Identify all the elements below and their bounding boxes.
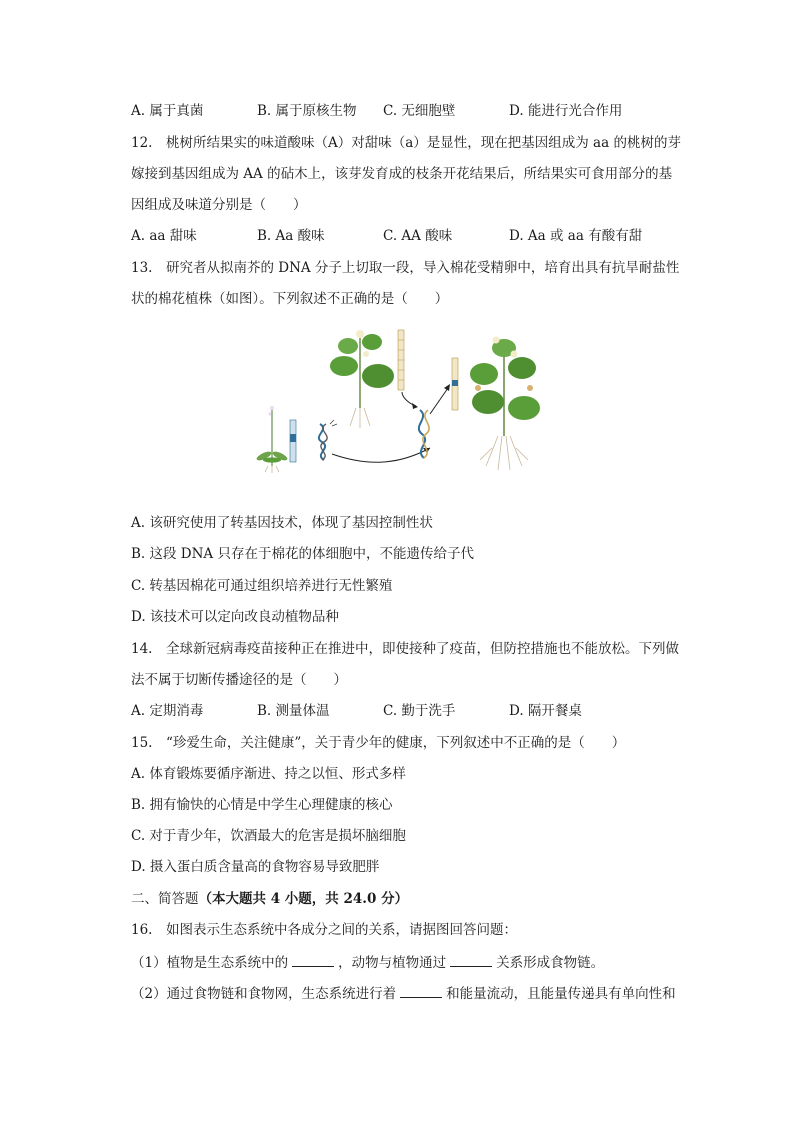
- q15-option-c: C. 对于青少年，饮酒最大的危害是损坏脑细胞: [131, 828, 406, 844]
- q15-option-a: A. 体育锻炼要循序渐进、持之以恒、形式多样: [131, 766, 406, 782]
- q13-option-a: A. 该研究使用了转基因技术，体现了基因控制性状: [131, 515, 433, 531]
- q11-option-a: A. 属于真菌: [131, 103, 204, 119]
- q14-text-line-1: 14. 全球新冠病毒疫苗接种正在推进中，即使接种了疫苗，但防控措施也不能放松。下列做: [131, 641, 679, 657]
- q14-option-d: D. 隔开餐桌: [509, 703, 582, 719]
- q16-subquestion-2: [131, 983, 676, 1004]
- q11-option-b: B. 属于原核生物: [257, 103, 357, 119]
- q11-option-d: D. 能进行光合作用: [509, 103, 623, 119]
- answer-blank[interactable]: [450, 952, 492, 967]
- transfer-arrow-icon: [332, 448, 430, 462]
- q16-sub1-text-c: 关系形成食物链。: [496, 955, 605, 971]
- q15-option-b: B. 拥有愉快的心情是中学生心理健康的核心: [131, 797, 393, 813]
- q14-option-a: A. 定期消毒: [131, 703, 204, 719]
- q12-text-line-3: 因组成及味道分别是（ ）: [131, 197, 307, 213]
- q15-option-d: D. 摄入蛋白质含量高的食物容易导致肥胖: [131, 859, 380, 875]
- q12-option-b: B. Aa 酸味: [257, 228, 325, 244]
- q12-text-line-1: 12. 桃树所结果实的味道酸味（A）对甜味（a）是显性，现在把基因组成为 aa 的桃树的芽: [131, 135, 681, 151]
- q14-text-line-2: 法不属于切断传播途径的是（ ）: [131, 672, 347, 688]
- section-heading-detail: （本大题共 4 小题，共 24.0 分）: [198, 891, 409, 907]
- dna-helix-icon: [319, 420, 337, 460]
- q14-option-c: C. 勤于洗手: [383, 703, 456, 719]
- q11-option-c: C. 无细胞壁: [383, 103, 456, 119]
- q12-text-line-2: 嫁接到基因组成为 AA 的砧木上，该芽发育成的枝条开花结果后，所结果实可食用部分的基: [131, 166, 673, 182]
- q16-sub1-text-b: ，动物与植物通过: [338, 955, 447, 971]
- q13-option-b: B. 这段 DNA 只存在于棉花的体细胞中，不能遗传给子代: [131, 546, 474, 562]
- q13-option-d: D. 该技术可以定向改良动植物品种: [131, 609, 339, 625]
- transgenic-cotton-plant-icon: [470, 337, 540, 471]
- q16-sub2-text-a: （2）通过食物链和食物网，生态系统进行着: [131, 986, 397, 1002]
- transgenic-cotton-figure: [252, 318, 552, 478]
- q14-option-b: B. 测量体温: [257, 703, 330, 719]
- q13-text-line-1: 13. 研究者从拟南芥的 DNA 分子上切取一段，导入棉花受精卵中，培育出具有抗旱耐盐性: [131, 260, 680, 276]
- q15-text-line-1: 15. “珍爱生命，关注健康”，关于青少年的健康，下列叙述中不正确的是（ ）: [131, 735, 626, 751]
- answer-blank[interactable]: [400, 983, 442, 998]
- q12-option-d: D. Aa 或 aa 有酸有甜: [509, 228, 643, 244]
- q16-sub2-text-b: 和能量流动，且能量传递具有单向性和: [446, 986, 676, 1002]
- cotton-seedling-icon: [330, 330, 394, 428]
- q12-option-a: A. aa 甜味: [131, 228, 197, 244]
- q13-text-line-2: 状的棉花植株（如图）。下列叙述不正确的是（ ）: [131, 291, 449, 307]
- transgenic-dna-strip-icon: [452, 358, 458, 410]
- answer-blank[interactable]: [292, 952, 334, 967]
- section-heading-prefix: 二、简答题: [131, 891, 199, 907]
- q13-option-c: C. 转基因棉花可通过组织培养进行无性繁殖: [131, 578, 393, 594]
- arabidopsis-plant-icon: [255, 406, 288, 473]
- q16-sub1-text-a: （1）植物是生态系统中的: [131, 955, 289, 971]
- cotton-dna-strip-icon: [398, 330, 404, 390]
- dna-segment-strip-icon: [290, 420, 296, 462]
- q12-option-c: C. AA 酸味: [383, 228, 453, 244]
- q16-text-line-1: 16. 如图表示生态系统中各成分之间的关系，请据图回答问题：: [131, 922, 517, 938]
- section-heading: [131, 889, 408, 909]
- q16-subquestion-1: [131, 952, 604, 973]
